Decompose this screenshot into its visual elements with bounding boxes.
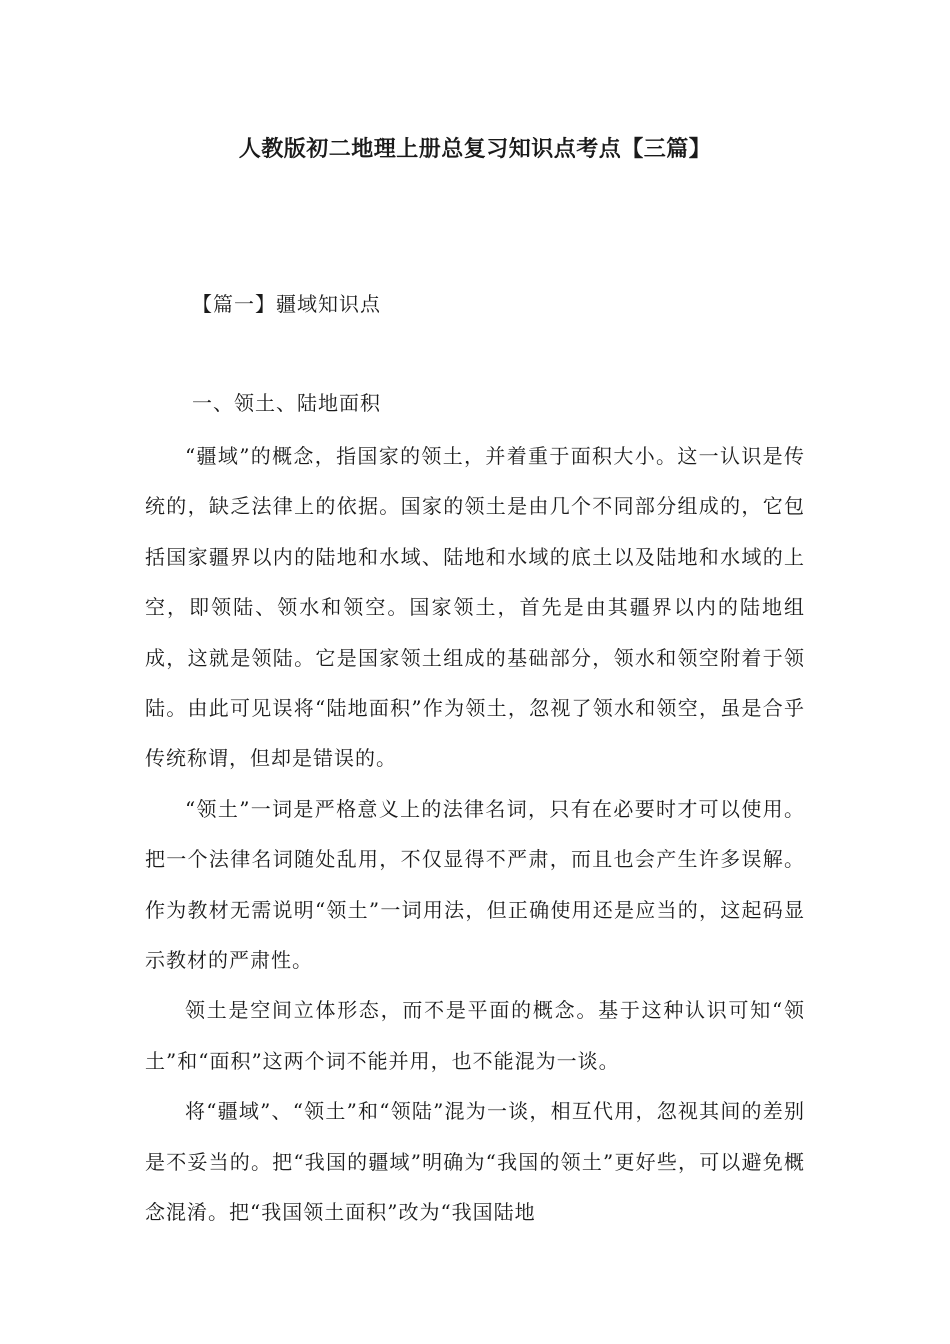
- document-title: 人教版初二地理上册总复习知识点考点【三篇】: [238, 137, 712, 162]
- paragraph: 领土是空间立体形态，而不是平面的概念。基于这种认识可知“领土”和“面积”这两个词不能并用，也不能混为一谈。: [145, 998, 805, 1073]
- sub-heading: 一、领土、陆地面积: [192, 391, 381, 415]
- section-heading: 【篇一】疆域知识点: [192, 292, 381, 316]
- paragraph: 将“疆域”、“领土”和“领陆”混为一谈，相互代用，忽视其间的差别是不妥当的。把“我国的疆域”明确为“我国的领土”更好些，可以避免概念混淆。把“我国领土面积”改为“我国陆地: [145, 1099, 805, 1225]
- body-text: [145, 431, 805, 1238]
- paragraph: “疆域”的概念，指国家的领土，并着重于面积大小。这一认识是传统的，缺乏法律上的依据。国家的领土是由几个不同部分组成的，它包括国家疆界以内的陆地和水域、陆地和水域的底土以及陆地和水域的上空，即领陆、领水和领空。国家领土，首先是由其疆界以内的陆地组成，这就是领陆。它是国家领土组成的基础部分，领水和领空附着于领陆。由此可见误将“陆地面积”作为领土，忽视了领水和领空，虽是合乎传统称谓，但却是错误的。: [145, 444, 805, 771]
- paragraph: “领土”一词是严格意义上的法律名词，只有在必要时才可以使用。把一个法律名词随处乱用，不仅显得不严肃，而且也会产生许多误解。作为教材无需说明“领土”一词用法，但正确使用还是应当的，这起码显示教材的严肃性。: [145, 796, 805, 973]
